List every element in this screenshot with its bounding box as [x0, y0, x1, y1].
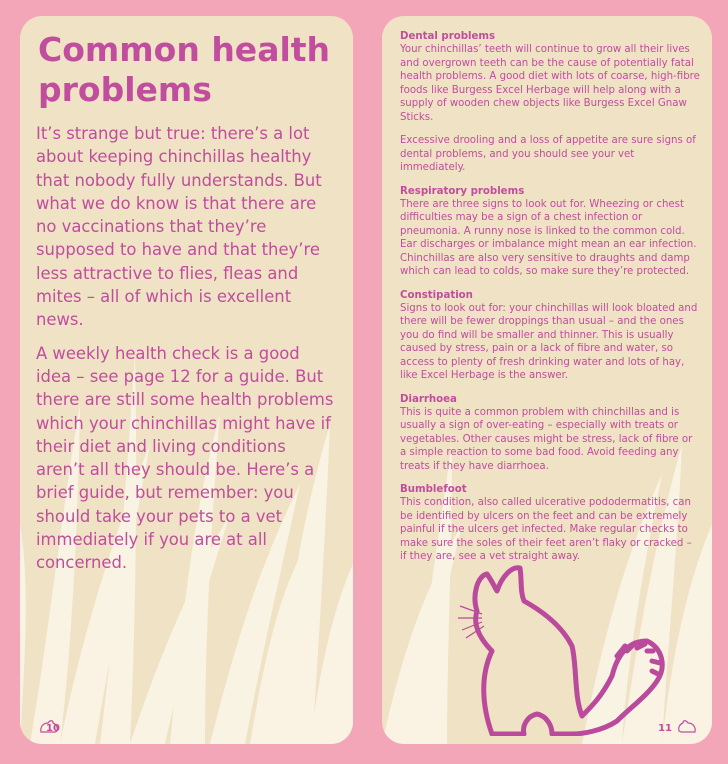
section-heading: Bumblefoot	[400, 484, 467, 495]
section-constipation	[400, 289, 700, 383]
section-respiratory	[400, 185, 700, 279]
intro-paragraph: It’s strange but true: there’s a lot about keeping chinchillas healthy that nobody fully understands. But what we do know is that there are no vaccinations that they’re supposed to have and that they’re less attractive to flies, fleas and mites – all of which is excellent news.	[36, 124, 322, 330]
intro-text	[36, 122, 336, 585]
section-heading: Diarrhoea	[400, 393, 457, 405]
section-diarrhoea	[400, 393, 700, 474]
page-title: Common health problems	[38, 30, 331, 109]
section-text: This is quite a common problem with chinchillas and is usually a sign of over-eating – especially with treats or vegetables. Other causes might be stress, lack of fibre or a simple reaction to some bad food. Avoid feeding any treats if they have diarrhoea.	[400, 406, 693, 472]
page-number: 11	[658, 723, 672, 734]
section-text: There are three signs to look out for. Wheezing or chest difficulties may be a sign of a chest infection or pneumonia. A runny nose is linked to the common cold. Ear discharges or imbalance might mean an ear infection. Chinchillas are also very sensitive to draughts and damp which can lead to colds, so make sure they’re protected.	[400, 198, 697, 277]
section-heading: Constipation	[400, 289, 473, 301]
section-bumblefoot	[400, 483, 700, 564]
right-page	[382, 16, 712, 744]
mini-chinchilla-icon	[676, 718, 698, 734]
chinchilla-outline-illustration	[452, 556, 672, 736]
section-text: This condition, also called ulcerative pododermatitis, can be identified by ulcers on the feet and can be extremely painful if the ulcers get infected. Make regular checks to make sure the soles of their feet aren’t flaky or cracked – if they are, see a vet straight away.	[400, 497, 692, 562]
health-problems-list	[400, 30, 700, 574]
section-text: Your chinchillas’ teeth will continue to grow all their lives and overgrown teeth can be the cause of potentially fatal health problems. A good diet with lots of coarse, high-fibre foods like Burgess Excel Herbage will help along with a supply of wooden chew objects like Burgess Excel Gnaw Sticks.	[400, 44, 700, 123]
left-page	[20, 16, 353, 744]
section-dental	[400, 30, 700, 175]
page-number: 10	[46, 723, 60, 734]
section-text: Signs to look out for: your chinchillas will look bloated and there will be fewer droppings than usual – and the ones you do find will be smaller and thinner. This is usually caused by stress, pain or a lack of fibre and water, so access to plenty of fresh drinking water and lots of hay, like Excel Herbage is the answer.	[400, 302, 698, 381]
section-text: Excessive drooling and a loss of appetite are sure signs of dental problems, and you should see your vet immediately.	[400, 135, 696, 173]
section-heading: Respiratory problems	[400, 185, 525, 197]
section-heading: Dental problems	[400, 31, 496, 42]
intro-paragraph: A weekly health check is a good idea – see page 12 for a guide. But there are still some health problems which your chinchillas might have if their diet and living conditions aren’t all they should be. Here’s a brief guide, but remember: you should take your pets to a vet immediately if you are at all concerned.	[36, 343, 334, 573]
